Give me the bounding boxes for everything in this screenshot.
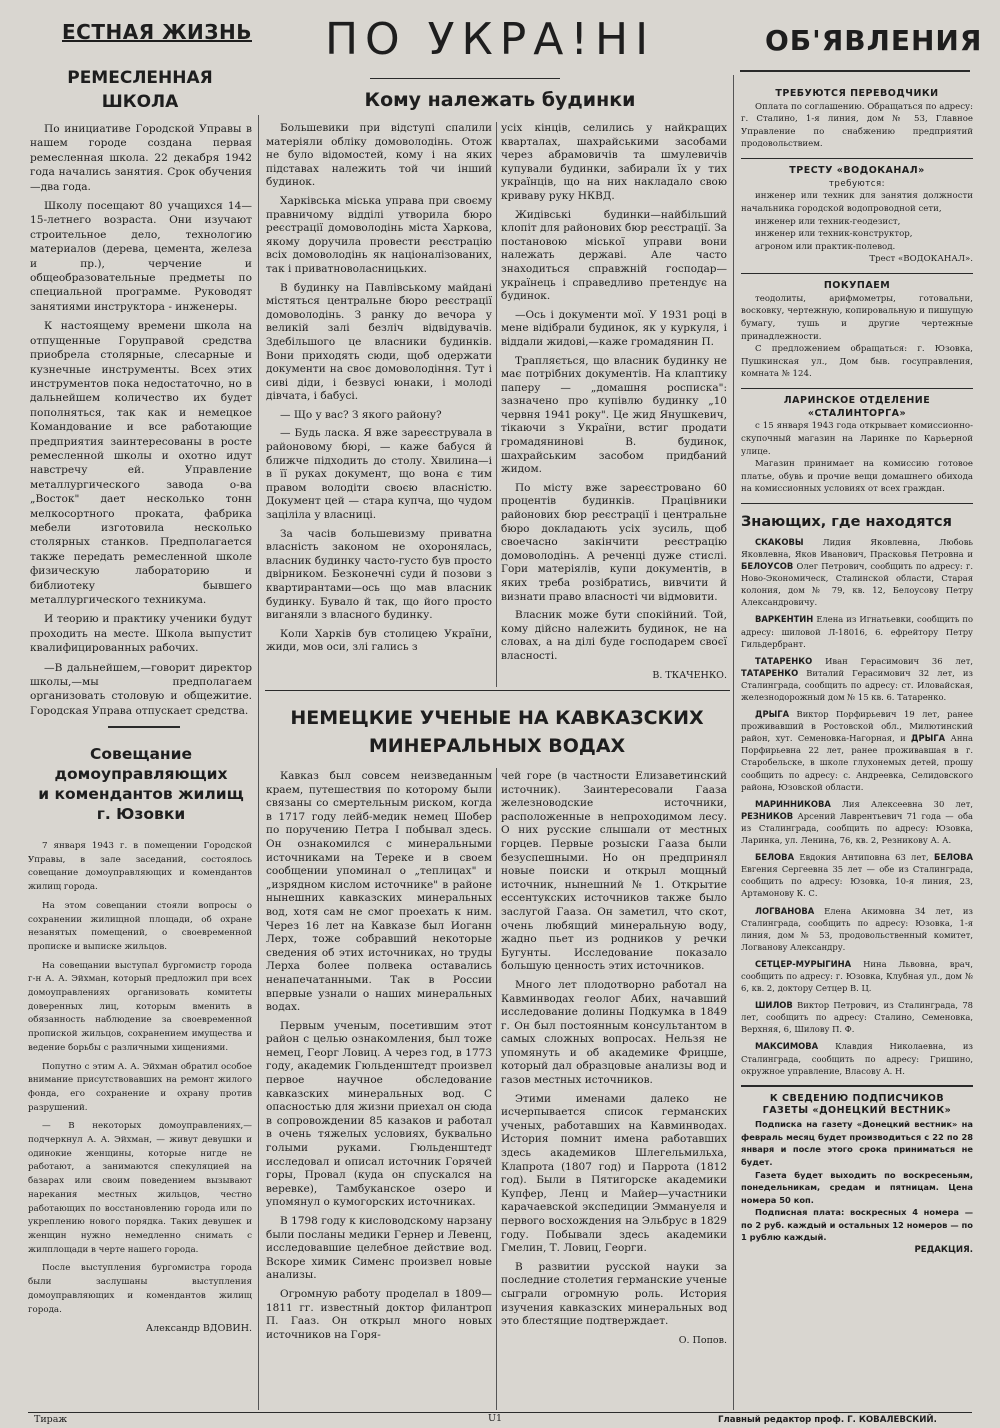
paragraph: Кавказ был совсем неизведанным краем, путешествия по которому были связаны со смертельным риском, когда в 1717 году лейб-медик немец Шобер по поручению Петра I побывал здесь. Он ознакомился с минеральными источниками на Тереке и в своем сообщении упоминал о „теплицах" и „изрядном кислом источнике" в районе нынешних кавказских минеральных вод, хотя сам не смог проехать к ним. Через 16 лет на Кавказе был Иоганн Лерх, тоже собравший некоторые сведения об этих источниках, но труды Лерха более полвека оставались ненапечатанными. Так в России впервые узнали о наших минеральных водах. xyxy=(266,770,492,1014)
paragraph: Этими именами далеко не исчерпывается список германских ученых, работавших на Кавминводах. История помнит имена работавших здесь академиков Шлегельмильха, Клапрота (1807 год) и Паррота (1812 год). Были в Пятигорске академики Купфер, Ленц и Майер—участники карачаевской экспедиции Эммануеля и первого восхождения на Эльбрус в 1829 году. Побывали здесь академики Гмелин, Т. Ловиц, Георги. xyxy=(501,1092,727,1255)
person-name: ЛОГВАНОВА xyxy=(755,905,815,916)
article-separator xyxy=(265,690,730,691)
meeting-title-line-4: г. Юзовки xyxy=(96,805,186,823)
person-details: Лия Алексеевна 30 лет, xyxy=(841,798,973,809)
wanted-person xyxy=(741,655,973,703)
paragraph: —В дальнейшем,—говорит директор школы,—мы предполагаем организовать столовую и общежитие. Городская Управа отпускает средства. xyxy=(30,661,252,717)
paragraph: В развитии русской науки за последние столетия германские ученые сыграли огромную роль. История изучения кавказских минеральных вод это блестящие подтверждает. xyxy=(501,1260,727,1328)
person-details: Виктор Порфирьевич 19 лет, ранее проживавший в Ростовской обл., Милютинский район, хут. Семеновка-Нагорная, и xyxy=(741,709,973,744)
column-divider-1 xyxy=(258,115,259,1410)
paragraph: Харківська міська управа при своєму правничому відділі утворила бюро реєстрації домоволодінь міста Харкова, якому доручила провести реєстрацію всіх домоволодінь як націоналізованих, так і приватноволасницьких. xyxy=(266,194,492,275)
footer-editor: Главный редактор проф. Г. КОВАЛЕВСКИЙ. xyxy=(718,1415,937,1425)
person-name: БЕЛОУСОВ xyxy=(741,561,794,572)
ad-body: с 15 января 1943 года открывает комиссионно-скупочный магазин на Ларинке по Карьерной улице. xyxy=(741,421,973,457)
ad-separator xyxy=(741,388,973,389)
paragraph: Власник може бути спокійний. Той, кому дійсно належить будинок, не на словах, а на ділі буде господарем своєї власності. xyxy=(501,609,727,662)
paragraph: По инициативе Городской Управы в нашем городе создана первая ремесленная школа. 22 декабря 1942 года начались занятия. Срок обучения—два года. xyxy=(30,123,252,193)
ad-body: Подписная плата: воскресных 4 номера — по 2 руб. каждый и остальных 12 номеров — по 1 рублю каждый. xyxy=(741,1207,973,1243)
ad-separator xyxy=(741,503,973,504)
paragraph: усіх кінців, селились у найкращих кварталах, шахрайськими засобами через абрамовичів та шмулевичів купували будинки, забирали їх у тих українців, що на них накладало свою криваву руку НКВД. xyxy=(501,122,727,202)
person-name: ВАРКЕНТИН xyxy=(755,614,814,625)
person-details: Анна Порфирьевна 22 лет, ранее проживавшая в г. Старобельске, в школе глухонемых детей, прошу сообщить по адресу: с. Андреевка, Селидовского района, Юзовской области. xyxy=(741,733,973,792)
wanted-person xyxy=(741,1040,973,1076)
section-heading-announcements: ОБ'ЯВЛЕНИЯ xyxy=(765,24,983,57)
caucasus-title xyxy=(262,704,732,760)
paragraph: Коли Харків був столицею України, жиди, мов оси, злі гались з xyxy=(266,627,492,654)
person-name: СКАКОВЫ xyxy=(755,536,804,547)
wanted-person xyxy=(741,851,973,899)
wanted-person xyxy=(741,958,973,994)
ad-body: Оплата по соглашению. Обращаться по адресу: г. Сталино, 1-я линия, дом № 53, Главное Управление по снабжению предприятий продовольствием. xyxy=(741,101,973,150)
ad-body: Подписка на газету «Донецкий вестник» на февраль месяц будет производиться с 22 по 28 января и после этого срока приниматься не будет. xyxy=(741,1119,973,1167)
ad-item: инженер или техник для занятия должности начальника городской водопроводной сети, xyxy=(741,191,973,215)
person-details: Елена Акимовна 34 лет, из Сталинграда, сообщить по адресу: Юзовка, 1-я линия, дом № 53, продовольственный комитет, Логванову Александру. xyxy=(741,905,973,952)
section-heading-ukraine: ПО УКРА!НІ xyxy=(324,14,656,65)
ad-title: Знающих, где находятся xyxy=(741,513,952,530)
paragraph: В 1798 году к кисловодскому нарзану были посланы медики Гернер и Левенц, исследовавшие целебное действие вод. Вскоре химик Сименс произвел новые анализы. xyxy=(266,1215,492,1282)
paragraph: Школу посещают 80 учащихся 14—15-летнего возраста. Они изучают строительное дело, технологию материалов (дерева, цемента, железа и пр.), черчение и общеобразовательные предметы по специальной программе. Руководят занятиями инструктора - инженеры. xyxy=(30,200,252,313)
column-divider-4 xyxy=(496,768,497,1410)
ad-title: «СТАЛИНТОРГА» xyxy=(807,407,907,419)
ad-body: С предложением обращаться: г. Юзовка, Пушкинская ул., Дом быв. госуправления, комната № 124. xyxy=(741,344,973,380)
paragraph: После выступления бургомистра города были заслушаны выступления домоуправляющих и комендантов жилищ города. xyxy=(28,1263,252,1315)
school-title-line-2: ШКОЛА xyxy=(101,92,179,112)
person-name: ТАТАРЕНКО xyxy=(741,667,799,678)
column-divider-3 xyxy=(496,122,497,687)
person-name: ДРЫГА xyxy=(911,733,946,744)
paragraph: К настоящему времени школа на отпущенные Горуправой средства приобрела столярные, слесарные и кузнечные инструменты. Всех этих инструментов пока недостаточно, но в дальнейшем количество их будет пополняться, так как и немецкое Командование и все работающие предприятия заинтересованы в росте ремесленной школы и охотно идут навстречу ей. Управление металлургического завода о-ва „Восток" дает несколько тонн мелкосортного проката, фабрика мебели изготовила несколько столярных станков. Предполагается также передать ремесленной школе физическую лабораторию и библиотеку бывшего металлургического техникума. xyxy=(30,320,252,606)
paragraph: 7 января 1943 г. в помещении Городской Управы, в зале заседаний, состоялось совещание домоуправляющих и комендантов жилищ города. xyxy=(28,841,252,893)
person-name: МАРИННИКОВА xyxy=(755,798,831,809)
houses-title: Кому належать будинки xyxy=(364,89,636,111)
paragraph: За часів большевизму приватна власність законом не охоронялась, власник будинку часто-густо був просто двірником. Безконечні суди й позови з квартирантами—ось що мав власник будинку. Бувало й так, що його просто виганяли з власного будинку. xyxy=(266,527,492,622)
ad-title: ПОКУПАЕМ xyxy=(823,280,891,292)
ad-body: Газета будет выходить по воскресеньям, понедельникам, средам и пятницам. Цена номера 50 коп. xyxy=(741,1169,973,1205)
paragraph: — В некоторых домоуправлениях,— подчеркнул А. А. Эйхман, — живут девушки и одинокие женщины, которые нигде не работают, а занимаются спекуляцией на базарах или своим поведением вызывают нарекания местных жильцов, честно работающих по восстановлению города или по укреплению нового порядка. Таких девушек и женщин нужно немедленно снимать с жилплощади в черте нашего города. xyxy=(28,1121,252,1255)
person-details: Елена из Игнатьевки, сообщить по адресу: шиловой Л-18016, 6. ефрейтору Петру Гильдербрант. xyxy=(741,614,973,649)
meeting-title-line-1: Совещание xyxy=(89,745,193,763)
person-details: Иван Герасимович 36 лет, xyxy=(825,655,973,666)
meeting-title-line-2: домоуправляющих xyxy=(54,765,228,783)
person-details: Виталий Герасимович 32 лет, из Сталинграда, сообщить по адресу: ст. Иловайская, железнодорожный дом № 15 кв. 6. Татаренко. xyxy=(741,667,973,702)
caucasus-article-col-2 xyxy=(501,770,727,1347)
paragraph: На этом совещании стояли вопросы о сохранении жилищной площади, об охране незанятых помещений, о своевременной прописке и выписке жильцов. xyxy=(28,900,252,952)
paragraph: И теорию и практику ученики будут проходить на месте. Школа выпустит квалифицированных рабочих. xyxy=(30,613,252,655)
paragraph: чей горе (в частности Елизаветинский источник). Заинтересовали Гааза железноводские источники, расположенные в непроходимом лесу. О них русские слышали от местных горцев. Первые розыски Гааза были безуспешными. Но он предпринял новые поиски и открыл мощный источник, нынешний № 1. Открытие ессентукских источников также было заслугой Гааза. Он заметил, что скот, очень любящий минеральную воду, жадно пьет из родников у речки Бугунты. Исследование показало большую ценность этих источников. xyxy=(501,770,727,973)
paragraph: Много лет плодотворно работал на Кавминводах геолог Абих, начавший исследование долины Подкумка в 1849 г. Он был постоянным консультантом в самых сложных вопросах. Нельзя не упомянуть и об академике Фрицше, который дал образцовые анализы вод и газов местных источников. xyxy=(501,978,727,1087)
ad-body: теодолиты, арифмометры, готовальни, восковку, чертежную, копировальную и пишущую бумагу, тушь и другие чертежные принадлежности. xyxy=(741,293,973,342)
person-name: ДРЫГА xyxy=(755,709,790,720)
person-details: Олег Петрович, сообщить по адресу: г. Ново-Экономическ, Сталинской области, Старая колония, дом № 79, кв. 12, Белоусову Петру Александровичу. xyxy=(741,561,974,608)
ad-title: ТРЕСТУ «ВОДОКАНАЛ» xyxy=(789,165,925,177)
person-details: Нина Львовна, врач, сообщить по адресу: г. Юзовка, Клубная ул., дом № 6, кв. 2, доктору Сетцер В. Ц. xyxy=(741,958,974,994)
paragraph: Жидівські будинки—найбільший клопіт для районових бюр реєстрації. За постановою міської управи вони належать державі. Але часто знаходиться справжній господар—українець і справедливо претендує на будинок. xyxy=(501,208,727,303)
paragraph: На совещании выступал бургомистр города г-н А. А. Эйхман, который предложил при всех домоуправлениях организовать комитеты доверенных лиц, которым вменить в обязанность наблюдение за своевременной пропиской жильцов, сохранением имущества и ведение борьбы с различными хищениями. xyxy=(28,960,252,1053)
person-details: Лидия Яковлевна, Любовь Яковлевна, Яков Иванович, Прасковья Петровна и xyxy=(741,536,973,559)
announcements-column xyxy=(741,88,973,1264)
paragraph: Первым ученым, посетившим этот район с целью ознакомления, был тоже немец, Георг Ловиц. А через год, в 1773 году, академик Гюльденштедт произвел первое научное обследование кавказских минеральных вод. С опасностью для жизни приехал он сюда в сопровождении 85 казаков и работал в очень тяжелых условиях, буквально голыми руками. Гюльденштедт исследовал и описал источник Горячей горы, Провал (куда он спускался на веревке), Тамбуканское озеро и упомянул о кумогорских источниках. xyxy=(266,1019,492,1209)
wanted-person xyxy=(741,798,973,846)
wanted-person xyxy=(741,613,973,649)
person-name: ТАТАРЕНКО xyxy=(755,655,813,666)
wanted-person xyxy=(741,536,973,609)
ad-item: инженер или техник-геодезист, xyxy=(755,216,901,227)
ad-separator xyxy=(741,273,973,274)
masthead-rule-center xyxy=(370,78,560,79)
ad-translators xyxy=(741,88,973,151)
caucasus-title-line-2: МИНЕРАЛЬНЫХ ВОДАХ xyxy=(368,735,626,757)
ad-title: ГАЗЕТЫ «ДОНЕЦКИЙ ВЕСТНИК» xyxy=(762,1105,952,1117)
person-details: Клавдия Николаевна, из Сталинграда, сообщить по адресу: Гришино, окружное управление, Власову А. Н. xyxy=(741,1041,973,1076)
school-title-line-1: РЕМЕСЛЕННАЯ xyxy=(67,68,213,88)
footer-center-mark: U1 xyxy=(488,1413,503,1424)
column-divider-2 xyxy=(733,75,734,1410)
ad-subtitle: требуются: xyxy=(828,178,886,189)
ad-buying xyxy=(741,280,973,381)
person-details: Виктор Петрович, из Сталинграда, 78 лет, сообщить по адресу: Сталино, Семеновка, Верхняя, 6, Шилову П. Ф. xyxy=(741,1000,973,1035)
caucasus-title-line-1: НЕМЕЦКИЕ УЧЕНЫЕ НА КАВКАЗСКИХ xyxy=(290,707,704,729)
caucasus-article-col-1 xyxy=(266,770,492,1347)
ad-wanted xyxy=(741,512,973,1077)
ad-item: агроном или практик-полевод. xyxy=(755,241,896,252)
paragraph: Попутно с этим А. А. Эйхман обратил особое внимание присутствовавших на ремонт жилого фонда, его сохранение и охрану против разрушений. xyxy=(28,1061,252,1113)
article-separator xyxy=(108,726,180,728)
ad-sign: РЕДАКЦИЯ. xyxy=(914,1245,973,1256)
meeting-article xyxy=(28,840,252,1336)
person-name: БЕЛОВА xyxy=(755,852,795,863)
houses-article-col-1 xyxy=(266,122,492,660)
ad-separator xyxy=(741,1085,973,1087)
houses-article-col-2 xyxy=(501,122,727,682)
paragraph: В будинку на Павлівському майдані містяться центральне бюро реєстрації домоволодінь. З ранку до вечора у великій залі безліч відвідувачів. Здебільшого це власники будинків. Вони приходять сюди, щоб одержати документи на своє домоволодіння. Тут і сиві діди, і безвусі юнаки, і молоді дівчата, і бабусі. xyxy=(266,281,492,403)
meeting-signature: Александр ВДОВИН. xyxy=(145,1323,252,1335)
wanted-person xyxy=(741,905,973,953)
ad-vodokanal xyxy=(741,165,973,266)
ad-item: инженер или техник-конструктор, xyxy=(755,229,913,240)
school-title xyxy=(30,66,250,114)
meeting-title xyxy=(30,744,252,824)
person-name: ШИЛОВ xyxy=(755,1000,793,1011)
caucasus-signature: О. Попов. xyxy=(678,1334,727,1346)
ad-sign: Трест «ВОДОКАНАЛ». xyxy=(869,254,973,265)
ad-title: ТРЕБУЮТСЯ ПЕРЕВОДЧИКИ xyxy=(775,88,939,99)
ad-title: К СВЕДЕНИЮ ПОДПИСЧИКОВ xyxy=(769,1092,945,1104)
paragraph: Трапляється, що власник будинку не має потрібних документів. На клаптику паперу — „домашня росписка": зазначено про купівлю будинку „10 червня 1941 року". Це жид Янушкевич, тікаючи з України, встиг продати громадянинові В. будинок, шахрайським засобом придбаний жидом. xyxy=(501,354,727,476)
paragraph: — Будь ласка. Я вже зареєструвала в районовому бюрі, — каже бабуся й ближче підходить до столу. Хвилина—і в її руках документ, що вона є тим правом володіти своєю власністю. Документ цей — стара купча, що чудом заціліла у власниці. xyxy=(266,427,492,522)
person-name: МАКСИМОВА xyxy=(755,1041,819,1052)
ad-separator xyxy=(741,158,973,159)
person-name: СЕТЦЕР-МУРЫГИНА xyxy=(755,958,852,969)
meeting-title-line-3: и комендантов жилищ xyxy=(38,785,244,803)
paragraph: По місту вже зареєстровано 60 процентів будинків. Працівники районових бюр реєстрації і центральне бюро докладають усіх зусиль, щоб своечасно закінчити реєстрацію домоволодінь. А реченці дуже стислі. Гори матеріялів, купи документів, в яких треба розібратись, вивчити й визнати право власності чи відмовити. xyxy=(501,481,727,603)
person-details: Евдокия Антиповна 63 лет, xyxy=(799,852,929,863)
person-details: Евгения Сергеевна 35 лет — обе из Сталинграда, сообщить по адресу: Юзовка, 10-я линия, 23, Артамоновy К. С. xyxy=(741,864,973,899)
ad-body: Магазин принимает на комиссию готовое платье, обувь и прочие вещи домашнего обихода на комиссионных условиях от всех граждан. xyxy=(741,459,973,495)
person-name: РЕЗНИКОВ xyxy=(741,810,794,821)
ad-subscribers xyxy=(741,1093,973,1257)
paragraph: Огромную работу проделал в 1809—1811 гг. известный доктор филантроп П. Гааз. Он открыл много новых источников на Горя- xyxy=(266,1287,492,1341)
masthead-rule-right xyxy=(740,70,970,72)
person-name: БЕЛОВА xyxy=(933,852,973,863)
paragraph: — Що у вас? З якого району? xyxy=(280,408,442,421)
ad-larino xyxy=(741,395,973,496)
person-details: Арсений Лаврентьевич 71 года — оба из Сталинграда, сообщить по адресу: Юзовка, Ларинка, ул. Ленина, 76, кв. 2, Резникову А. А. xyxy=(741,810,973,846)
ad-title: ЛАРИНСКОЕ ОТДЕЛЕНИЕ xyxy=(783,394,931,406)
school-article xyxy=(30,122,252,723)
paragraph: —Ось і документи мої. У 1931 році в мене відібрали будинок, як у куркуля, і віддали жидові,—каже громадянин П. xyxy=(501,308,727,348)
wanted-person xyxy=(741,999,973,1035)
section-heading-local-life: ЕСТНАЯ ЖИЗНЬ xyxy=(62,20,252,44)
wanted-person xyxy=(741,708,973,793)
houses-signature: В. ТКАЧЕНКО. xyxy=(652,669,727,681)
footer-print-run: Тираж xyxy=(34,1414,68,1425)
paragraph: Большевики при відступі спалили матеріяли обліку домоволодінь. Отож не було відомостей, кому і на яких підставах належить той чи інший будинок. xyxy=(266,122,492,189)
